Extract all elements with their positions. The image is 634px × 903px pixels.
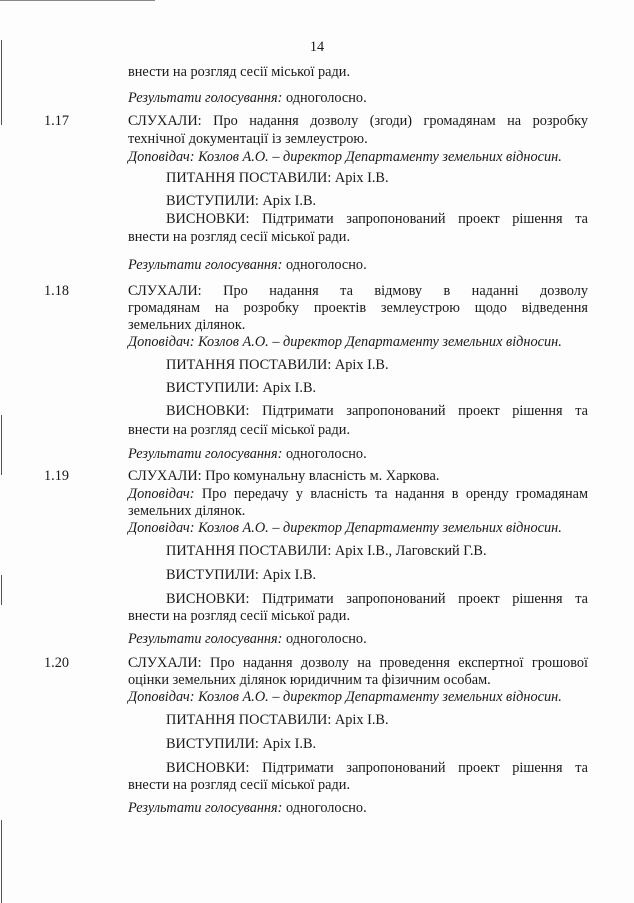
heard-line: СЛУХАЛИ: Про надання дозволу (згоди) громадянам на розробку — [128, 113, 588, 129]
speaker-line: Доповідач: Козлов А.О. – директор Департаменту земельних відносин. — [128, 149, 562, 165]
scan-edge-left — [1, 575, 2, 605]
heard-line: земельних ділянок. — [128, 317, 246, 333]
heard-line: громадянам на розробку проектів землеустрою щодо відведення — [128, 300, 588, 316]
conclusions-line: ВИСНОВКИ: Підтримати запропонований проект рішення та — [166, 591, 588, 607]
sub-speaker-line: земельних ділянок. — [128, 503, 246, 519]
speaker-line: Доповідач: Козлов А.О. – директор Департаменту земельних відносин. — [128, 520, 562, 536]
voting-results: Результати голосування: одноголосно. — [128, 90, 367, 106]
conclusions-line: внести на розгляд сесії міської ради. — [128, 608, 351, 624]
spoke-line: ВИСТУПИЛИ: Аріх І.В. — [166, 380, 317, 396]
heard-line: технічної документації із землеустрою. — [128, 131, 368, 147]
speaker-line: Доповідач: Козлов А.О. – директор Департаменту земельних відносин. — [128, 334, 562, 350]
heard-line: СЛУХАЛИ: Про комунальну власність м. Харкова. — [128, 468, 440, 484]
voting-results: Результати голосування: одноголосно. — [128, 257, 367, 273]
voting-results: Результати голосування: одноголосно. — [128, 800, 367, 816]
intro-continuation: внести на розгляд сесії міської ради. — [128, 64, 351, 80]
sub-speaker-line: Доповідач: Про передачу у власність та надання в оренду громадянам — [128, 486, 589, 502]
spoke-line: ВИСТУПИЛИ: Аріх І.В. — [166, 567, 317, 583]
voting-results: Результати голосування: одноголосно. — [128, 631, 367, 647]
conclusions-line: ВИСНОВКИ: Підтримати запропонований проект рішення та — [166, 211, 588, 227]
item-number: 1.18 — [44, 283, 70, 299]
item-number: 1.19 — [44, 468, 70, 484]
page-number: 14 — [309, 39, 325, 55]
heard-line: СЛУХАЛИ: Про надання та відмову в наданні дозволу — [128, 283, 588, 299]
voting-results: Результати голосування: одноголосно. — [128, 446, 367, 462]
heard-line: СЛУХАЛИ: Про надання дозволу на проведення експертної грошової — [128, 655, 588, 671]
scan-edge-top — [0, 0, 155, 1]
item-number: 1.20 — [44, 655, 70, 671]
scan-edge-left — [1, 820, 2, 903]
speaker-line: Доповідач: Козлов А.О. – директор Департаменту земельних відносин. — [128, 689, 562, 705]
conclusions-line: внести на розгляд сесії міської ради. — [128, 777, 351, 793]
spoke-line: ВИСТУПИЛИ: Аріх І.В. — [166, 736, 317, 752]
raised-line: ПИТАННЯ ПОСТАВИЛИ: Аріх І.В. — [166, 357, 389, 373]
conclusions-line: внести на розгляд сесії міської ради. — [128, 229, 351, 245]
spoke-line: ВИСТУПИЛИ: Аріх І.В. — [166, 193, 317, 209]
raised-line: ПИТАННЯ ПОСТАВИЛИ: Аріх І.В. — [166, 712, 389, 728]
raised-line: ПИТАННЯ ПОСТАВИЛИ: Аріх І.В., Лаговский Г.В. — [166, 543, 487, 559]
conclusions-line: ВИСНОВКИ: Підтримати запропонований проект рішення та — [166, 403, 588, 419]
heard-line: оцінки земельних ділянок юридичним та фізичним особам. — [128, 672, 491, 688]
conclusions-line: ВИСНОВКИ: Підтримати запропонований проект рішення та — [166, 760, 588, 776]
conclusions-line: внести на розгляд сесії міської ради. — [128, 422, 351, 438]
item-number: 1.17 — [44, 113, 70, 129]
raised-line: ПИТАННЯ ПОСТАВИЛИ: Аріх І.В. — [166, 170, 389, 186]
scan-edge-left — [1, 415, 2, 475]
